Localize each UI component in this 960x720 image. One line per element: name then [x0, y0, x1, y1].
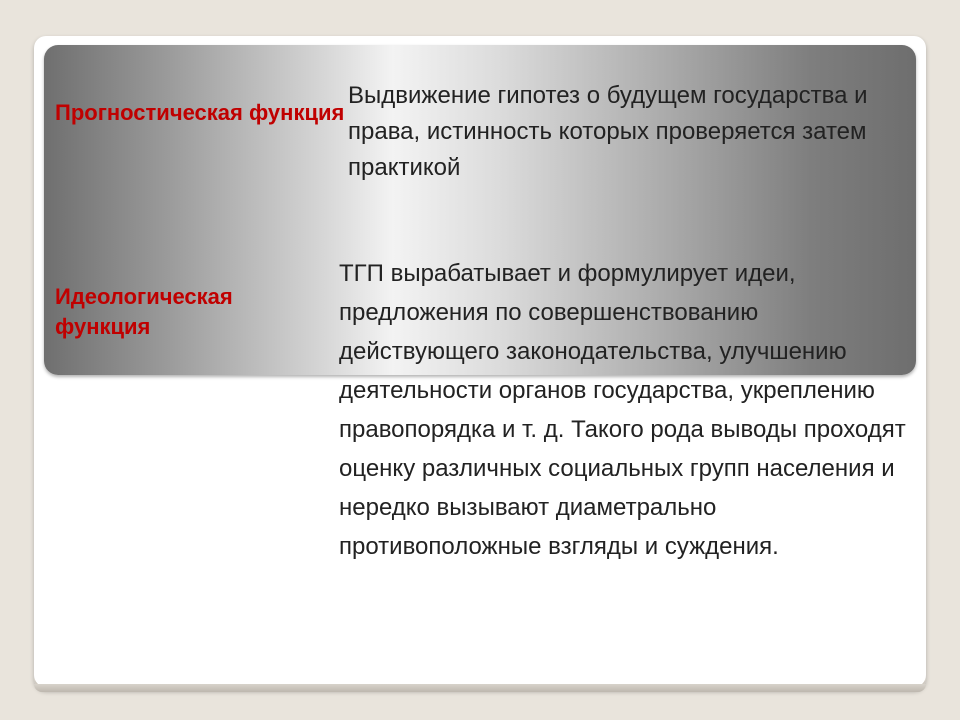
term-ideological: Идеологическая функция — [55, 284, 233, 339]
description-ideological: ТГП вырабатывает и формулирует идеи, предложения по совершенствованию действующего законодательства, улучшению деятельности органов государства, укреплению правопорядка и т. д. Такого рода выводы проходят оценку различных социальных групп населения и нередко вызывают диаметрально противоположные взгляды и суждения. — [339, 260, 906, 560]
term-prognostic: Прогностическая функция — [55, 100, 345, 125]
slide-bottom-edge — [34, 684, 926, 692]
description-prognostic: Выдвижение гипотез о будущем государства и права, истинность которых проверяется затем практикой — [348, 82, 868, 181]
